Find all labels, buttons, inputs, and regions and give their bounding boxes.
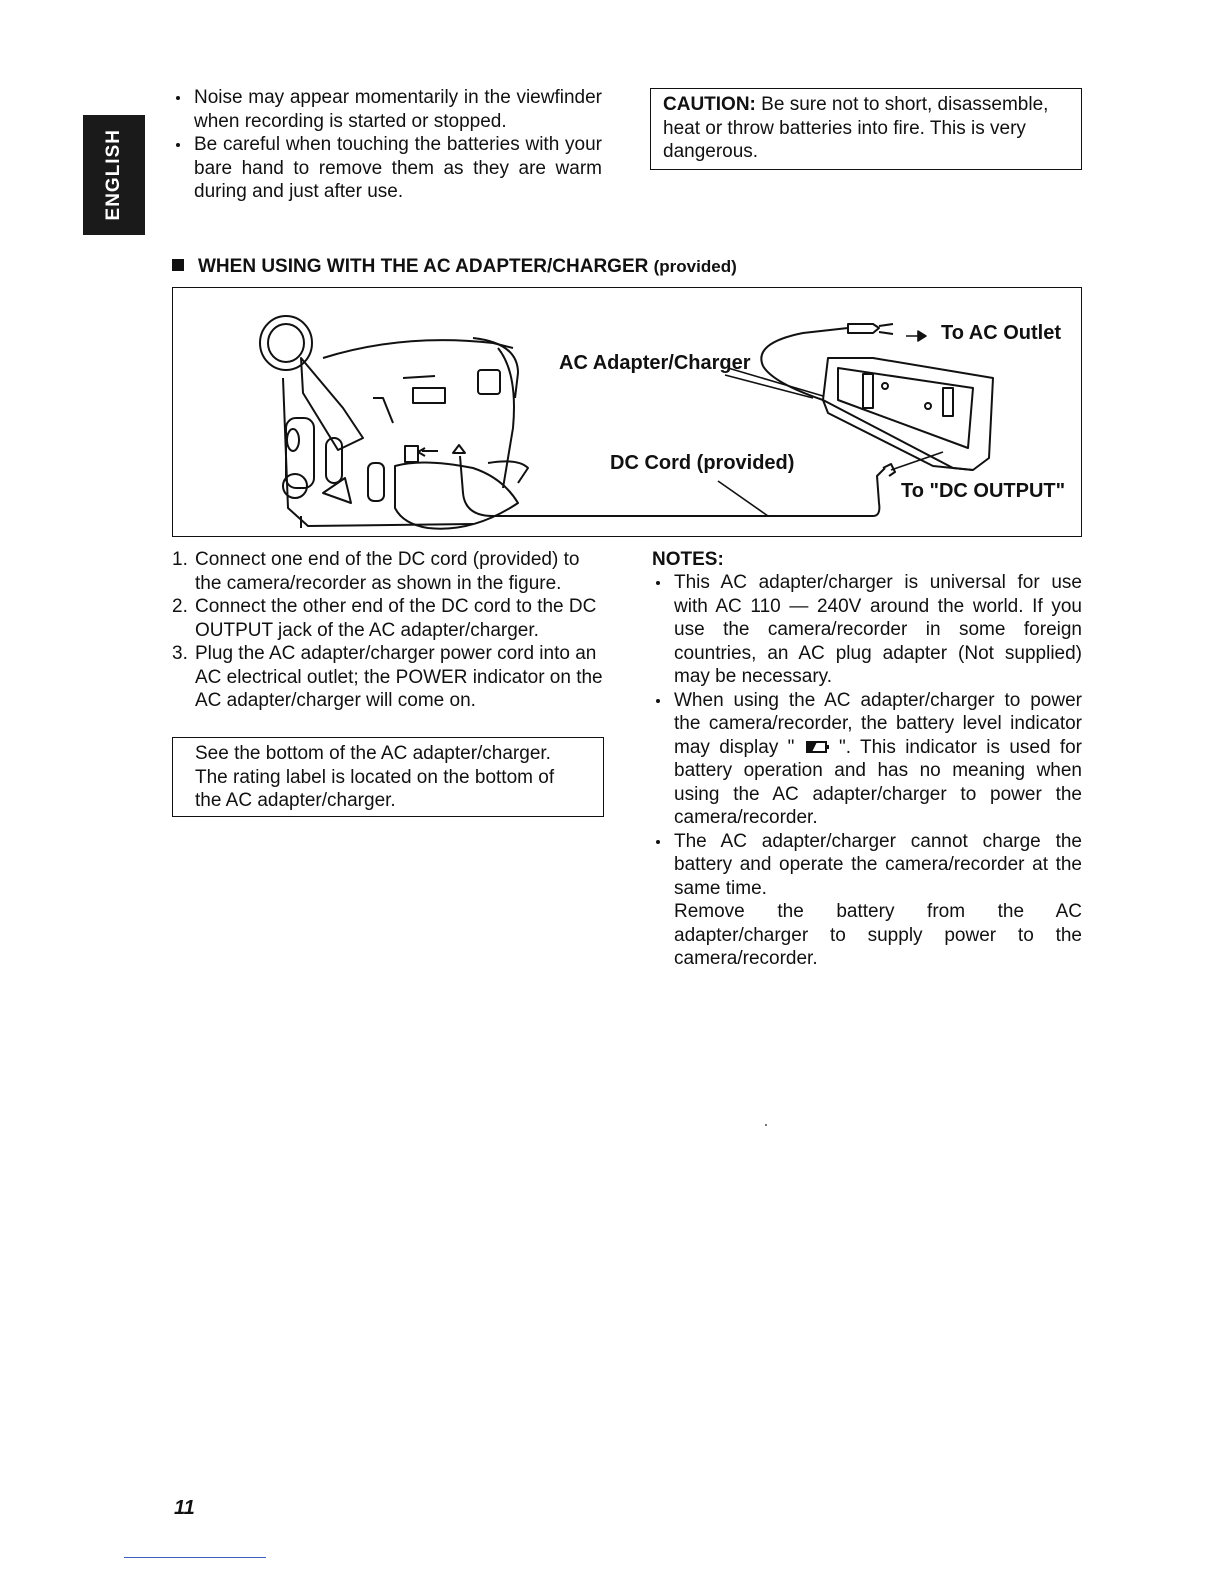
bullet-noise: Noise may appear momentarily in the viewfinder when recording is started or stopped. [172, 86, 602, 133]
caution-box [650, 88, 1082, 170]
step-1 [172, 548, 604, 595]
section-heading-text: WHEN USING WITH THE AC ADAPTER/CHARGER [198, 256, 649, 277]
step-2 [172, 595, 604, 642]
scan-speck [765, 1124, 767, 1126]
caution-text: Be sure not to short, disassemble, heat or throw batteries into fire. This is very dangerous. [663, 94, 1049, 162]
step-text: Connect the other end of the DC cord to the DC OUTPUT jack of the AC adapter/charger. [195, 596, 597, 641]
step-number: 3. [172, 643, 188, 664]
label-to-dc-output: To "DC OUTPUT" [901, 480, 1066, 502]
label-to-ac-outlet: To AC Outlet [941, 322, 1061, 344]
connection-figure [172, 287, 1082, 537]
note-cannot-charge [652, 830, 1082, 971]
note-universal-voltage: This AC adapter/charger is universal for use with AC 110 — 240V around the world. If you use the camera/recorder in some foreign countries, an AC plug adapter (Not supplied) may be necessary. [652, 571, 1082, 689]
battery-empty-icon [804, 740, 830, 754]
caution-label: CAUTION: [663, 94, 756, 115]
bullet-battery-warm: Be careful when touching the batteries with your bare hand to remove them as they are warm during and just after use. [172, 133, 602, 204]
adapter-illustration [761, 324, 993, 476]
notes-list [652, 571, 1082, 971]
label-dc-cord: DC Cord (provided) [610, 452, 795, 474]
step-3 [172, 642, 604, 713]
bottom-rule [124, 1557, 266, 1558]
step-number: 2. [172, 596, 188, 617]
step-text: Plug the AC adapter/charger power cord into an AC electrical outlet; the POWER indicator on the AC adapter/charger will come on. [195, 643, 603, 711]
note-remove-battery-text: Remove the battery from the AC adapter/charger to supply power to the camera/recorder. [674, 901, 1082, 969]
notes-title: NOTES: [652, 549, 724, 570]
language-tab-label: ENGLISH [103, 129, 125, 221]
note-battery-indicator [652, 689, 1082, 830]
section-heading [172, 255, 737, 279]
note-indicator-text-before: When using the AC adapter/charger to power the camera/recorder, the battery level indicator may display " [674, 689, 1082, 758]
step-number: 1. [172, 549, 188, 570]
label-ac-adapter: AC Adapter/Charger [559, 352, 751, 374]
square-bullet-icon [172, 259, 184, 271]
note-indicator-text-after: ". This indicator is used for battery operation and has no meaning when using the AC adapter/charger to power the camera/recorder. [674, 736, 1083, 828]
language-tab [83, 115, 145, 235]
step-list [172, 548, 604, 713]
rating-label-box: See the bottom of the AC adapter/charger. The rating label is located on the bottom of the AC adapter/charger. [172, 737, 604, 817]
page-number: 11 [174, 1497, 195, 1519]
section-heading-provided: (provided) [653, 257, 737, 276]
top-bullet-list [172, 86, 602, 204]
note-cannot-charge-text: The AC adapter/charger cannot charge the battery and operate the camera/recorder at the same time. [674, 830, 1082, 899]
step-text: Connect one end of the DC cord (provided) to the camera/recorder as shown in the figure. [195, 549, 580, 594]
camcorder-illustration [260, 316, 528, 529]
